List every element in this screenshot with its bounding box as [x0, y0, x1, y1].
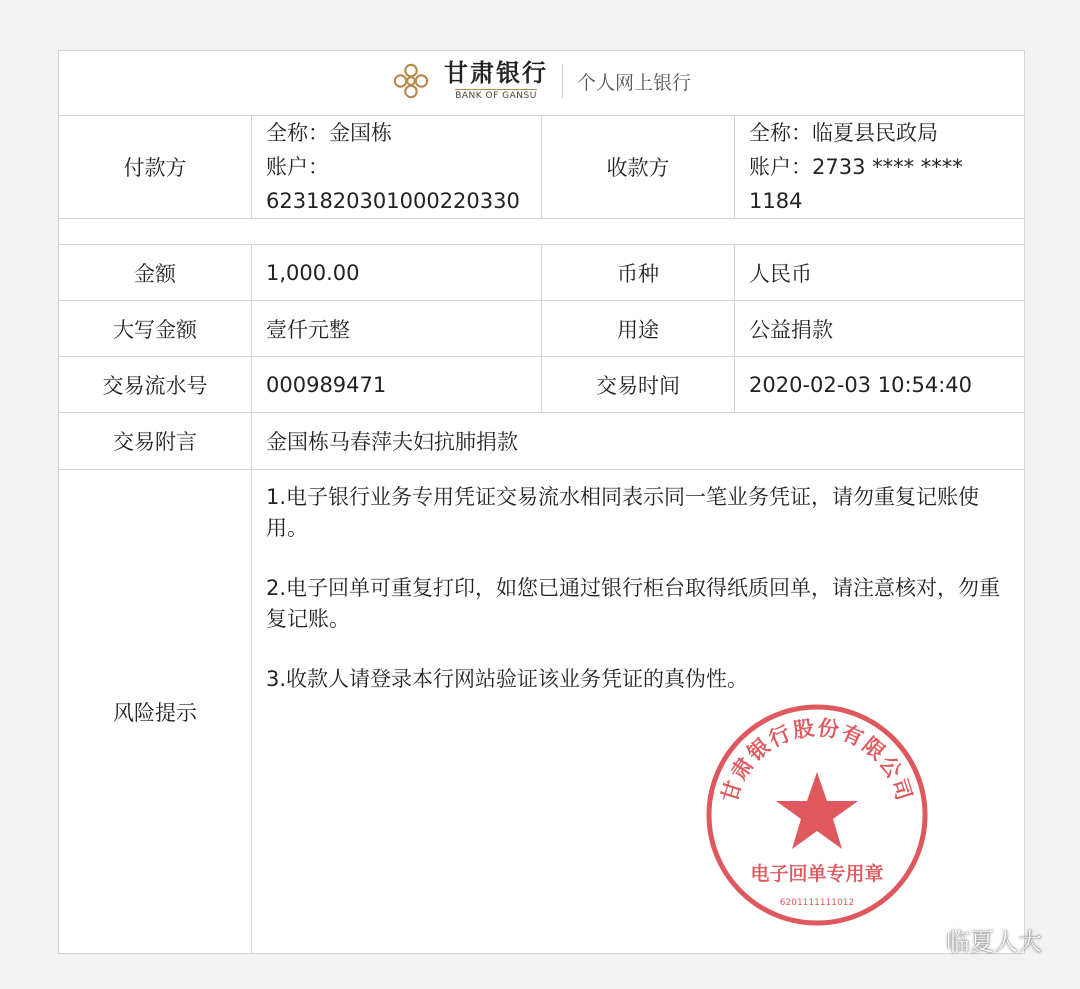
- seal-code: 6201111111012: [779, 898, 855, 908]
- purpose-value: 公益捐款: [735, 301, 1025, 357]
- header-divider: [562, 64, 563, 98]
- payee-info: [735, 116, 1025, 219]
- serial-label: 交易流水号: [59, 357, 252, 413]
- time-label: 交易时间: [542, 357, 735, 413]
- purpose-label: 用途: [542, 301, 735, 357]
- page-subtitle: 个人网上银行: [577, 71, 692, 94]
- payer-info: [252, 116, 542, 219]
- payee-name-line: [749, 116, 1010, 150]
- time-value: 2020-02-03 10:54:40: [735, 357, 1025, 413]
- amount-value: 1,000.00: [252, 245, 542, 301]
- seal-purpose-text: 电子回单专用章: [750, 863, 884, 885]
- payer-name-prefix: 全称：: [266, 121, 329, 145]
- bank-logo-icon: [392, 62, 430, 100]
- payer-account-line: [266, 150, 527, 218]
- amount-words-label: 大写金额: [59, 301, 252, 357]
- risk-tip-1: 1.电子银行业务专用凭证交易流水相同表示同一笔业务凭证，请勿重复记账使用。: [266, 485, 980, 540]
- payer-account-prefix: 账户：: [266, 155, 329, 179]
- currency-label: 币种: [542, 245, 735, 301]
- payee-account-line: [749, 150, 1010, 218]
- payee-label: 收款方: [542, 116, 735, 219]
- amount-words-value: 壹仟元整: [252, 301, 542, 357]
- risk-tip-3: 3.收款人请登录本行网站验证该业务凭证的真伪性。: [266, 667, 749, 691]
- risk-tip-2: 2.电子回单可重复打印，如您已通过银行柜台取得纸质回单，请注意核对，勿重复记账。: [266, 576, 1001, 631]
- payer-label: 付款方: [59, 116, 252, 219]
- wechat-icon: [898, 925, 938, 955]
- source-watermark: [898, 922, 1042, 957]
- payer-name-line: [266, 116, 527, 150]
- risk-label: 风险提示: [59, 470, 252, 954]
- receipt-paper: [58, 50, 1024, 954]
- bank-name-en: BANK OF GANSU: [455, 91, 537, 101]
- official-seal: [704, 702, 930, 928]
- seal-org-text: 甘肃银行股份有限公司: [716, 714, 918, 806]
- watermark-text: 临夏人大: [946, 928, 1042, 956]
- amount-label: 金额: [59, 245, 252, 301]
- serial-value: 000989471: [252, 357, 542, 413]
- remark-value: 金国栋马春萍夫妇抗肺捐款: [252, 413, 1025, 470]
- payee-name-prefix: 全称：: [749, 121, 812, 145]
- payee-account: 2733 **** **** 1184: [749, 155, 963, 213]
- bank-name-cn: 甘肃银行: [444, 59, 548, 87]
- currency-value: 人民币: [735, 245, 1025, 301]
- receipt-header: [59, 51, 1025, 116]
- remark-label: 交易附言: [59, 413, 252, 470]
- payer-name: 金国栋: [329, 121, 392, 145]
- payee-name: 临夏县民政局: [812, 121, 938, 145]
- payee-account-prefix: 账户：: [749, 155, 812, 179]
- seal-star-icon: [776, 772, 858, 849]
- payer-account: 6231820301000220330: [266, 189, 520, 213]
- spacer-row: [59, 219, 1025, 245]
